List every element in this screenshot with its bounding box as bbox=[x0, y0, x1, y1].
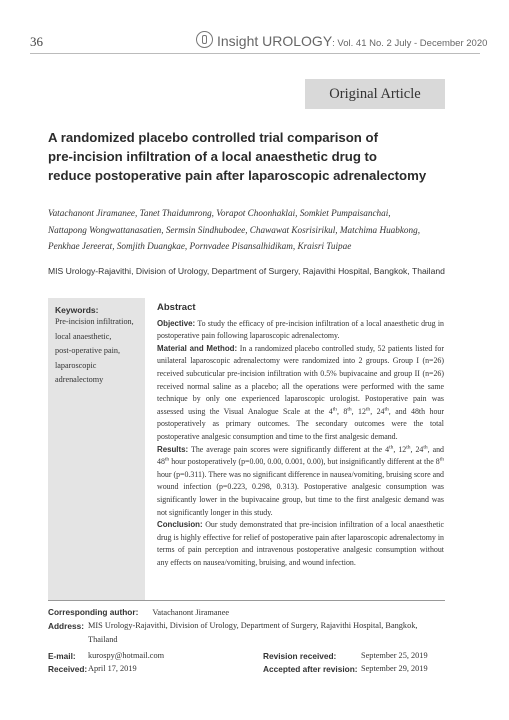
accepted-label: Accepted after revision: bbox=[263, 664, 358, 674]
corresponding-label: Corresponding author: bbox=[48, 607, 139, 617]
header-rule bbox=[30, 53, 480, 54]
revision-value: September 25, 2019 bbox=[361, 651, 428, 660]
running-header bbox=[196, 33, 487, 51]
keyword-line: adrenalectomy bbox=[55, 375, 104, 384]
accepted-value: September 29, 2019 bbox=[361, 664, 428, 673]
corresponding-value: Vatachanont Jiramanee bbox=[152, 608, 230, 617]
keyword-line: laparoscopic bbox=[55, 360, 97, 370]
address-line: Thailand bbox=[88, 635, 118, 644]
results-text-end: hour (p=0.311). There was no significant difference in nausea/vomiting, bruising score and wound infection (p=0.223, 0.298, 0.313). Postoperative analgesic consumption was significantly lower in the bupivacaine group, but time to the first analgesic demand was not significantly longer in this study. bbox=[157, 469, 444, 517]
keywords-heading: Keywords: bbox=[55, 305, 99, 315]
title-line: A randomized placebo controlled trial comparison of bbox=[48, 130, 378, 145]
results-text: The average pain scores were significantly different at the 4 bbox=[191, 444, 390, 454]
objective-text: To study the efficacy of pre-incision infiltration of a local anaesthetic drug in postoperative pain following laparoscopic adrenalectomy. bbox=[157, 318, 445, 341]
keywords-panel bbox=[48, 298, 145, 601]
email-value[interactable]: kurospy@hotmail.com bbox=[88, 651, 165, 660]
corresponding-author-row bbox=[48, 607, 229, 617]
objective-label: Objective: bbox=[157, 318, 196, 328]
title-line: reduce postoperative pain after laparoscopic adrenalectomy bbox=[48, 168, 427, 183]
email-label: E-mail: bbox=[48, 651, 76, 661]
methods-text: In a randomized placebo controlled study, 52 patients listed for unilateral laparoscopic adrenalectomy were randomized into 2 groups. Group I (n=26) received subcuticular pre-incision infiltration with 0.5% bupivacaine and group II (n=26) received normal saline as a placebo; all the operations were performed with the same technique by only one experienced laparoscopic urologist. Postoperative pain was assessed using the Visual Analogue Scale at the 4 bbox=[157, 343, 444, 416]
address-label: Address: bbox=[48, 621, 84, 631]
article-title bbox=[48, 128, 468, 185]
received-value: April 17, 2019 bbox=[88, 664, 137, 673]
journal-name: Insight UROLOGY bbox=[217, 33, 333, 49]
author-line: Penkhae Jereerat, Somjith Duangkae, Pornvadee Pisansalhidikam, Kraisri Tuipae bbox=[48, 241, 352, 251]
conclusion-text: Our study demonstrated that pre-incision infiltration of a local anaesthetic drug is highly effective for relief of postoperative pain after laparoscopic adrenalectomy in terms of pain perception and intravenous postoperative analgesic consumption without any effects on nausea/vomiting, bruising, and wound infection. bbox=[157, 520, 445, 567]
keyword-line: post-operative pain, bbox=[55, 346, 121, 355]
abstract-conclusion bbox=[157, 519, 444, 569]
abstract-methods: Material and Method: In a randomized placebo controlled study, 52 patients listed for unilateral laparoscopic adrenalectomy were randomized into 2 groups. Group I (n=26) received subcuticular pre-incision infiltration with 0.5% bupivacaine and group II (n=26) received normal saline as a placebo; all the operations were performed with the same technique by only one experienced laparoscopic urologist. Postoperative pain was assessed using the Visual Analogue Scale at the 4th, 8th, 12th, 24th, and 48th hour postoperatively as primary outcomes. The secondary outcomes were the total postoperative analgesic consumption and time to the first analgesic demand. bbox=[157, 343, 444, 441]
received-label: Received: bbox=[48, 664, 88, 674]
author-line: Nattapong Wongwattanasatien, Sermsin Sindhubodee, Chawawat Kosrisirikul, Matchima Huabkong, bbox=[48, 224, 421, 235]
abstract-results: Results: The average pain scores were significantly different at the 4th, 12th, 24th, and 48th hour postoperatively (p=0.00, 0.00, 0.001, 0.00), but insignificantly different at the 8th hour (p=0.311). There was no significant difference in nausea/vomiting, bruising score and wound infection (p=0.223, 0.298, 0.313). Postoperative analgesic consumption was significantly lower in the bupivacaine group, but time to the first analgesic demand was not significantly longer in this study. bbox=[157, 443, 444, 517]
abstract-objective bbox=[157, 318, 444, 343]
conclusion-label: Conclusion: bbox=[157, 520, 203, 530]
results-text-cont: hour postoperatively (p=0.00, 0.00, 0.001, 0.00), but insignificantly different at the 8 bbox=[171, 457, 440, 467]
title-line: pre-incision infiltration of a local anaesthetic drug to bbox=[48, 149, 377, 164]
address-line: MIS Urology-Rajavithi, Division of Urology, Department of Surgery, Rajavithi Hospital, Bangkok, bbox=[88, 621, 418, 630]
keyword-line: local anaesthetic, bbox=[55, 331, 112, 341]
journal-logo-icon bbox=[196, 31, 213, 48]
methods-text-cont: hour postoperatively as primary outcomes. The secondary outcomes were the total postoperative analgesic consumption and time to the first analgesic demand. bbox=[157, 406, 444, 441]
methods-label: Material and Method: bbox=[157, 343, 238, 353]
results-label: Results: bbox=[157, 444, 189, 454]
revision-label: Revision received: bbox=[263, 651, 337, 661]
footer-rule bbox=[48, 600, 445, 601]
affiliation: MIS Urology-Rajavithi, Division of Urology, Department of Surgery, Rajavithi Hospital, Bangkok, Thailand bbox=[48, 266, 445, 276]
article-type-label: Original Article bbox=[329, 86, 421, 102]
page-number: 36 bbox=[30, 34, 43, 49]
author-line: Vatachanont Jiramanee, Tanet Thaidumrong, Vorapot Choonhaklai, Somkiet Pumpaisanchai, bbox=[48, 208, 391, 218]
article-type-box bbox=[305, 79, 445, 109]
author-list bbox=[48, 205, 473, 255]
keyword-line: Pre-incision infiltration, bbox=[55, 317, 134, 326]
abstract-section bbox=[157, 298, 444, 569]
journal-issue: : Vol. 41 No. 2 July - December 2020 bbox=[332, 38, 488, 49]
abstract-heading: Abstract bbox=[157, 302, 196, 313]
